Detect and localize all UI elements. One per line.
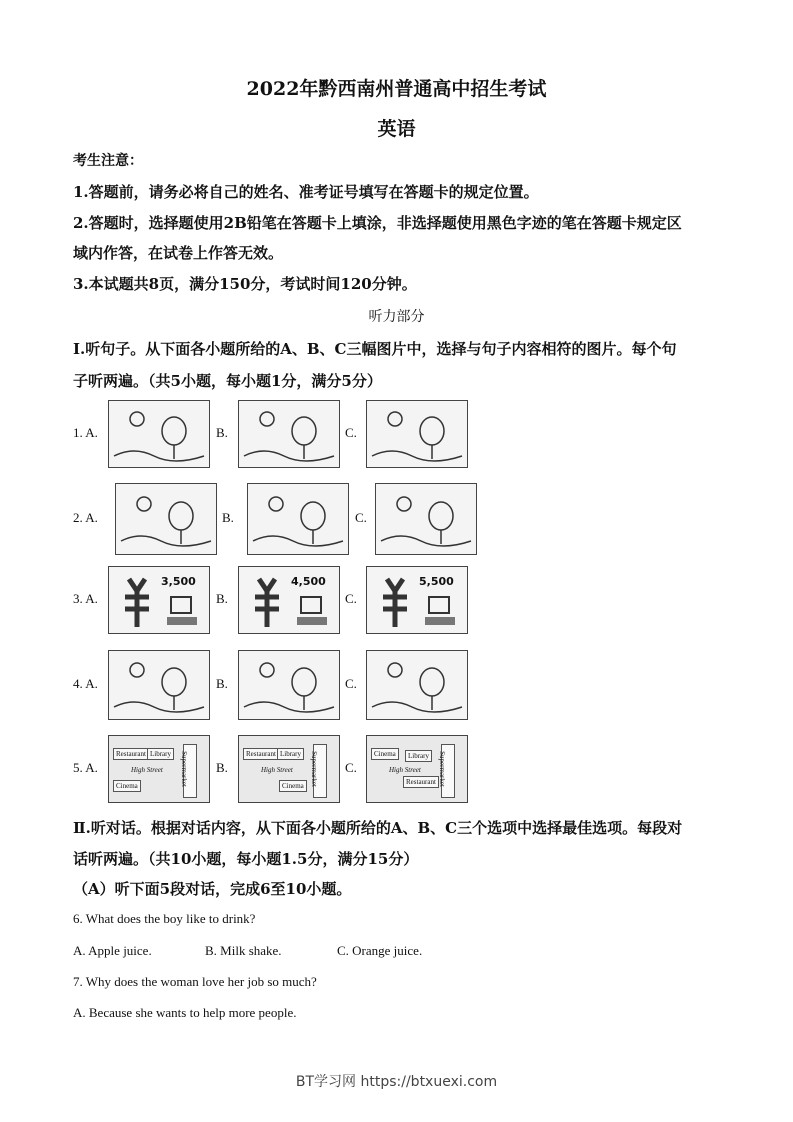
illustration-classroom bbox=[376, 484, 476, 554]
map-label-library: Library bbox=[147, 748, 174, 760]
notice-heading: 考生注意： bbox=[73, 153, 143, 169]
option-label: C. bbox=[345, 760, 357, 775]
option-label: 5. A. bbox=[73, 760, 98, 775]
illustration-boy-cooking bbox=[367, 651, 467, 719]
option-label: 1. A. bbox=[73, 425, 98, 440]
illustration-band bbox=[116, 484, 216, 554]
section-title: 听力部分 bbox=[368, 309, 425, 325]
q6-option-a: A. Apple juice. bbox=[73, 943, 152, 958]
illustration-rainy bbox=[367, 401, 467, 467]
map-label-supermarket bbox=[437, 744, 455, 798]
part1-instruction: Ⅰ.听句子。从下面各小题所给的A、B、C三幅图片中，选择与句子内容相符的图片。每个句 bbox=[73, 340, 677, 358]
illustration-boy-sweeping bbox=[239, 651, 339, 719]
picture-price[interactable] bbox=[238, 566, 340, 634]
part1-instruction: 子听两遍。（共5小题，每小题1分，满分5分） bbox=[73, 372, 382, 390]
notice-item: 域内作答，在试卷上作答无效。 bbox=[73, 244, 284, 262]
picture-price[interactable] bbox=[108, 566, 210, 634]
picture-boy-cooking[interactable] bbox=[366, 650, 468, 720]
illustration-bus bbox=[248, 484, 348, 554]
street-label: High Street bbox=[131, 766, 163, 774]
price-text: 5,500 bbox=[419, 575, 454, 588]
map-label-supermarket bbox=[309, 744, 327, 798]
question-7: 7. Why does the woman love her job so much? bbox=[73, 974, 317, 989]
supermarket-text: Supermarket bbox=[309, 751, 318, 787]
supermarket-text: Supermarket bbox=[437, 751, 446, 787]
illustration-girl-washing bbox=[109, 651, 209, 719]
option-label: 4. A. bbox=[73, 676, 98, 691]
picture-classroom[interactable] bbox=[375, 483, 477, 555]
picture-sunny[interactable] bbox=[108, 400, 210, 468]
option-label: C. bbox=[345, 591, 357, 606]
map-label-restaurant: Restaurant bbox=[403, 776, 439, 788]
subject-title: 英语 bbox=[377, 118, 416, 140]
q6-option-b: B. Milk shake. bbox=[205, 943, 282, 958]
notice-item: 1.答题前，请务必将自己的姓名、准考证号填写在答题卡的规定位置。 bbox=[73, 183, 539, 201]
map-label-cinema: Cinema bbox=[371, 748, 399, 760]
option-label: B. bbox=[216, 425, 228, 440]
footer-watermark: BT学习网 https://btxuexi.com bbox=[295, 1074, 498, 1090]
picture-girl-washing[interactable] bbox=[108, 650, 210, 720]
price-text: 3,500 bbox=[161, 575, 196, 588]
map-label-restaurant: Restaurant bbox=[113, 748, 149, 760]
option-label: 3. A. bbox=[73, 591, 98, 606]
picture-boy-sweeping[interactable] bbox=[238, 650, 340, 720]
picture-price[interactable] bbox=[366, 566, 468, 634]
q7-option-a: A. Because she wants to help more people. bbox=[73, 1005, 297, 1020]
option-label: C. bbox=[345, 676, 357, 691]
map-label-library: Library bbox=[277, 748, 304, 760]
map-label-restaurant: Restaurant bbox=[243, 748, 279, 760]
exam-title: 2022年黔西南州普通高中招生考试 bbox=[246, 78, 547, 100]
picture-bus[interactable] bbox=[247, 483, 349, 555]
notice-item: 2.答题时，选择题使用2B铅笔在答题卡上填涂，非选择题使用黑色字迹的笔在答题卡规定区 bbox=[73, 214, 682, 232]
picture-band[interactable] bbox=[115, 483, 217, 555]
map-label-cinema: Cinema bbox=[279, 780, 307, 792]
option-label: B. bbox=[222, 510, 234, 525]
part2-instruction: 话听两遍。（共10小题，每小题1.5分，满分15分） bbox=[73, 850, 419, 868]
part2-instruction: Ⅱ.听对话。根据对话内容，从下面各小题所给的A、B、C三个选项中选择最佳选项。每段对 bbox=[73, 819, 683, 837]
illustration-sunny bbox=[109, 401, 209, 467]
option-label: C. bbox=[345, 425, 357, 440]
notice-item: 3.本试题共8页，满分150分，考试时间120分钟。 bbox=[73, 275, 417, 293]
option-label: B. bbox=[216, 591, 228, 606]
option-label: 2. A. bbox=[73, 510, 98, 525]
picture-rainy[interactable] bbox=[366, 400, 468, 468]
question-6: 6. What does the boy like to drink? bbox=[73, 911, 256, 926]
street-label: High Street bbox=[261, 766, 293, 774]
picture-map[interactable] bbox=[238, 735, 340, 803]
picture-map[interactable] bbox=[108, 735, 210, 803]
map-label-supermarket bbox=[179, 744, 197, 798]
option-label: B. bbox=[216, 676, 228, 691]
option-label: C. bbox=[355, 510, 367, 525]
q6-option-c: C. Orange juice. bbox=[337, 943, 423, 958]
option-label: B. bbox=[216, 760, 228, 775]
illustration-windy bbox=[239, 401, 339, 467]
map-label-library: Library bbox=[405, 750, 432, 762]
price-text: 4,500 bbox=[291, 575, 326, 588]
part2-subheading: （A）听下面5段对话，完成6至10小题。 bbox=[73, 880, 352, 898]
map-label-cinema: Cinema bbox=[113, 780, 141, 792]
picture-map[interactable] bbox=[366, 735, 468, 803]
street-label: High Street bbox=[389, 766, 421, 774]
picture-windy[interactable] bbox=[238, 400, 340, 468]
supermarket-text: Supermarket bbox=[179, 751, 188, 787]
